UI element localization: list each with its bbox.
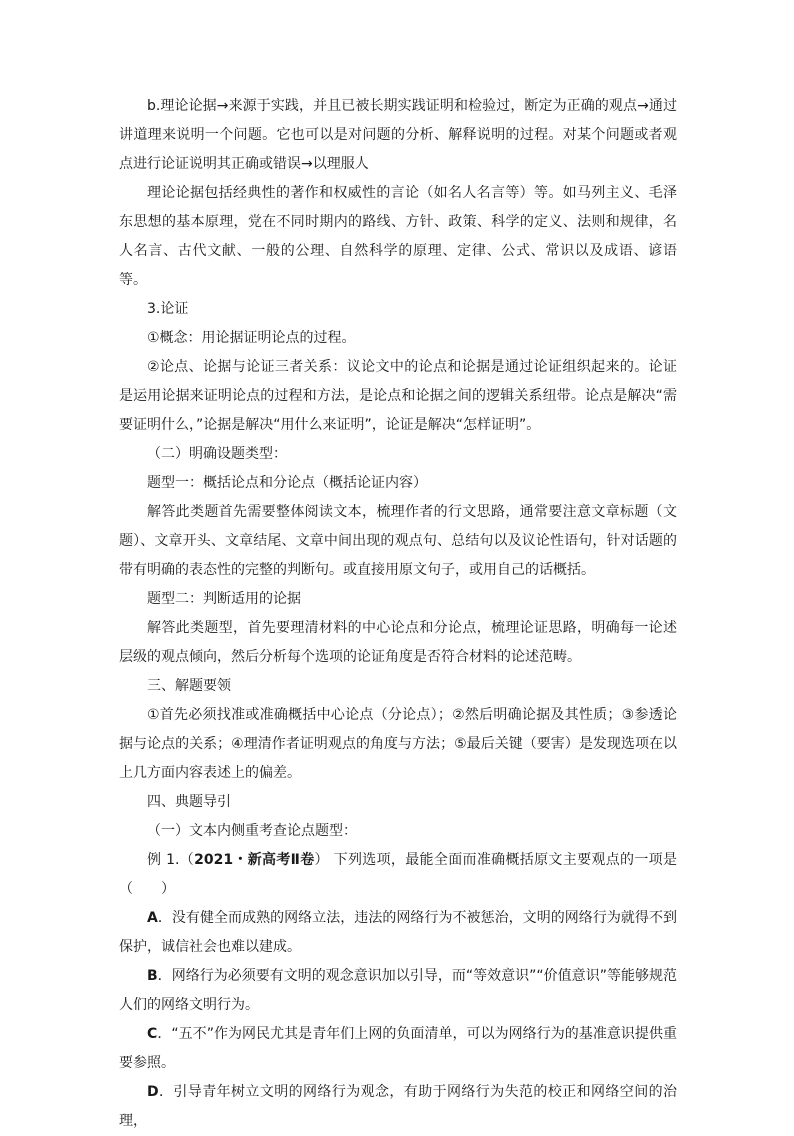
- option-a-text: ．没有健全而成熟的网络立法，违法的网络行为不被惩治，文明的网络行为就得不到保护，诚信社会也难以建成。: [119, 910, 677, 955]
- heading-example-guide: 四、典题导引: [147, 794, 231, 810]
- heading-question-types: （二）明确设题类型：: [147, 446, 287, 462]
- option-b: [119, 962, 677, 1020]
- option-d: [119, 1078, 677, 1136]
- option-d-label: D: [147, 1084, 159, 1100]
- paragraph-theory-evidence: b.理论论据→来源于实践，并且已被长期实践证明和检验过，断定为正确的观点→通过讲道理来说明一个问题。它也可以是对问题的分析、解释说明的过程。对某个问题或者观点进行论证说明其正确或错误→以理服人: [119, 98, 677, 172]
- paragraph-theory-evidence-scope: 理论论据包括经典性的著作和权威性的言论（如名人名言等）等。如马列主义、毛泽东思想的基本原理，党在不同时期内的路线、方针、政策、科学的定义、法则和规律，名人名言、古代文献、一般的公理、自然科学的原理、定律、公式、常识以及成语、谚语等。: [119, 185, 677, 288]
- paragraph-type-two-method: 解答此类题型，首先要理清材料的中心论点和分论点，梳理论证思路，明确每一论述层级的观点倾向，然后分析每个选项的论证角度是否符合材料的论述范畴。: [119, 620, 677, 665]
- option-b-label: B: [147, 968, 158, 984]
- option-c: [119, 1020, 677, 1078]
- paragraph-type-one-method: 解答此类题首先需要整体阅读文本，梳理作者的行文思路，通常要注意文章标题（文题）、文章开头、文章结尾、文章中间出现的观点句、总结句以及议论性语句，针对话题的带有明确的表态性的完整的判断句。或直接用原文句子，或用自己的话概括。: [119, 504, 677, 578]
- paragraph-solving-steps: ①首先必须找准或准确概括中心论点（分论点）；②然后明确论据及其性质；③参透论据与论点的关系；④理清作者证明观点的角度与方法；⑤最后关键（要害）是发现选项在以上几方面内容表述上的偏差。: [119, 707, 677, 781]
- paragraph-relationship: ②论点、论据与论证三者关系：议论文中的论点和论据是通过论证组织起来的。论证是运用论据来证明论点的过程和方法，是论点和论据之间的逻辑关系纽带。论点是解决“需要证明什么，”论据是解决“用什么来证明”，论证是解决“怎样证明”。: [119, 359, 677, 433]
- heading-argument-questions: （一）文本内侧重考查论点题型：: [147, 823, 357, 839]
- option-a-label: A: [147, 910, 158, 926]
- example-stem: ） 下列选项，最能全面而准确概括原文主要观点的一项是（ ）: [119, 852, 677, 897]
- option-a: [119, 904, 677, 962]
- example-source: 2021・新高考Ⅱ卷: [194, 852, 315, 868]
- example-prefix: 例 1.（: [147, 852, 195, 868]
- option-d-text: ．引导青年树立文明的网络行为观念，有助于网络行为失范的校正和网络空间的治理，: [119, 1084, 677, 1129]
- option-b-text: ．网络行为必须要有文明的观念意识加以引导，而“等效意识”“价值意识”等能够规范人们的网络文明行为。: [119, 968, 677, 1013]
- heading-solving-essentials: 三、解题要领: [147, 678, 231, 694]
- option-c-text: ．“五不”作为网民尤其是青年们上网的负面清单，可以为网络行为的基准意识提供重要参照。: [119, 1026, 677, 1071]
- paragraph-concept: ①概念：用论据证明论点的过程。: [147, 330, 356, 346]
- option-c-label: C: [147, 1026, 158, 1042]
- heading-type-one: 题型一：概括论点和分论点（概括论证内容）: [147, 475, 427, 491]
- heading-type-two: 题型二：判断适用的论据: [147, 591, 301, 607]
- example-question: [119, 846, 677, 904]
- document-page: [119, 92, 677, 1136]
- heading-argumentation: 3.论证: [147, 301, 189, 317]
